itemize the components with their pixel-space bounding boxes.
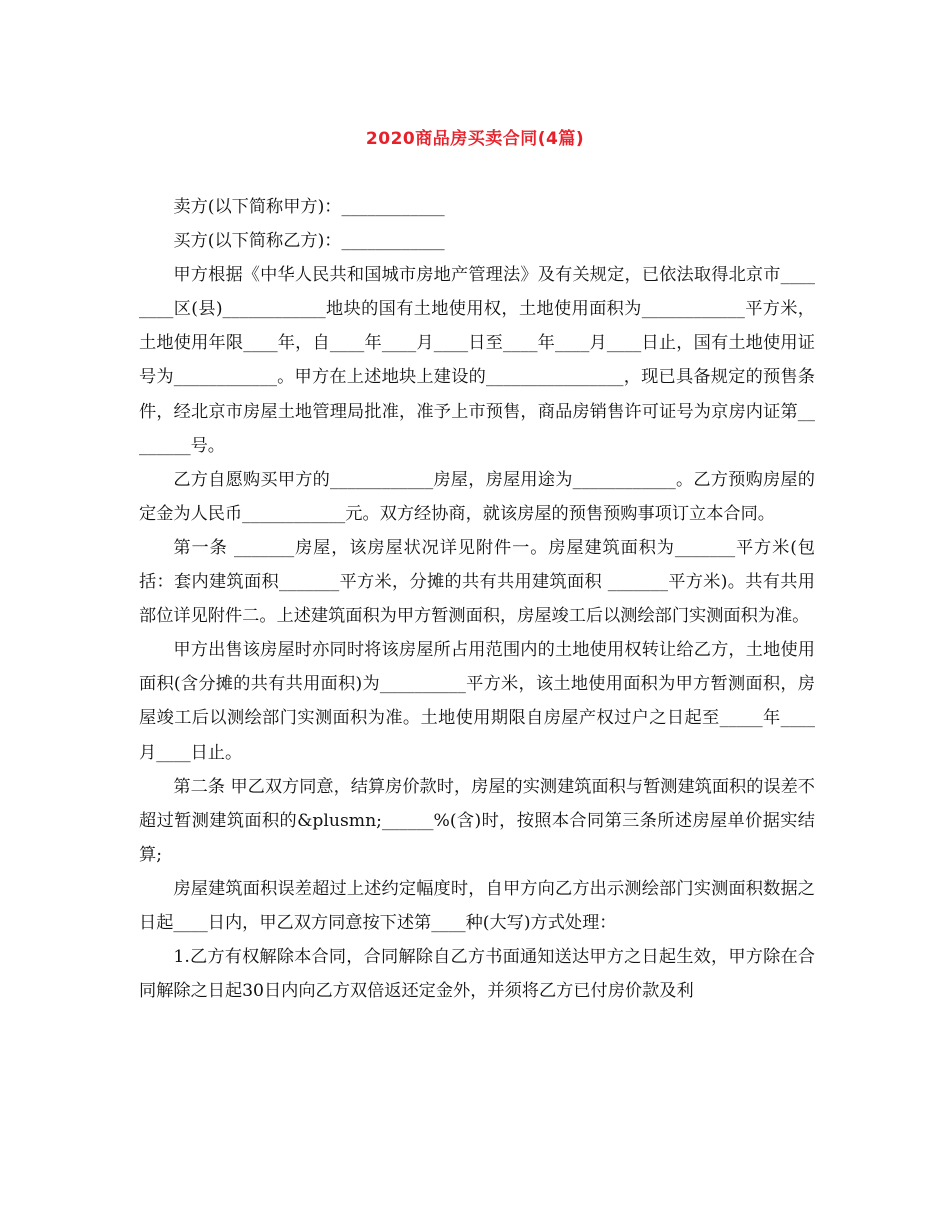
article-1: 第一条 _______房屋，该房屋状况详见附件一。房屋建筑面积为_______平方米(包括：套内建筑面积_______平方米，分摊的共有共用建筑面积 _______平方米)。共有共用部位详见附件二。上述建筑面积为甲方暂测面积，房屋竣工后以测绘部门实测面积为准。 — [139, 537, 815, 627]
clause-1: 1.乙方有权解除本合同，合同解除自乙方书面通知送达甲方之日起生效，甲方除在合同解除之日起30日内向乙方双倍返还定金外，并须将乙方已付房价款及利 — [139, 947, 815, 1002]
document-body — [139, 190, 815, 1008]
paragraph-area-error: 房屋建筑面积误差超过上述约定幅度时，自甲方向乙方出示测绘部门实测面积数据之日起____日内，甲乙双方同意按下述第____种(大写)方式处理： — [139, 878, 815, 933]
paragraph-land-rights: 甲方根据《中华人民共和国城市房地产管理法》及有关规定，已依法取得北京市________区(县)____________地块的国有土地使用权，土地使用面积为____________平方米，土地使用年限____年，自____年____月____日至____年____月____日止，国有土地使用证号为____________。甲方在上述地块上建设的________________，现已具备规定的预售条件，经北京市房屋土地管理局批准，准予上市预售，商品房销售许可证号为京房内证第________号。 — [139, 265, 815, 456]
paragraph-land-transfer: 甲方出售该房屋时亦同时将该房屋所占用范围内的土地使用权转让给乙方，土地使用面积(含分摊的共有共用面积)为__________平方米，该土地使用面积为甲方暂测面积，房屋竣工后以测绘部门实测面积为准。土地使用期限自房屋产权过户之日起至_____年____月____日止。 — [139, 640, 815, 763]
buyer-line: 买方(以下简称乙方)：____________ — [173, 231, 445, 252]
paragraph-purchase-intent: 乙方自愿购买甲方的____________房屋，房屋用途为____________。乙方预购房屋的定金为人民币____________元。双方经协商，就该房屋的预售预购事项订立本合同。 — [139, 469, 815, 524]
article-2: 第二条 甲乙双方同意，结算房价款时，房屋的实测建筑面积与暂测建筑面积的误差不超过暂测建筑面积的&plusmn;______%(含)时，按照本合同第三条所述房屋单价据实结算; — [139, 776, 815, 865]
seller-line: 卖方(以下简称甲方)：____________ — [173, 197, 445, 217]
document-title: 2020商品房买卖合同(4篇) — [365, 129, 585, 149]
